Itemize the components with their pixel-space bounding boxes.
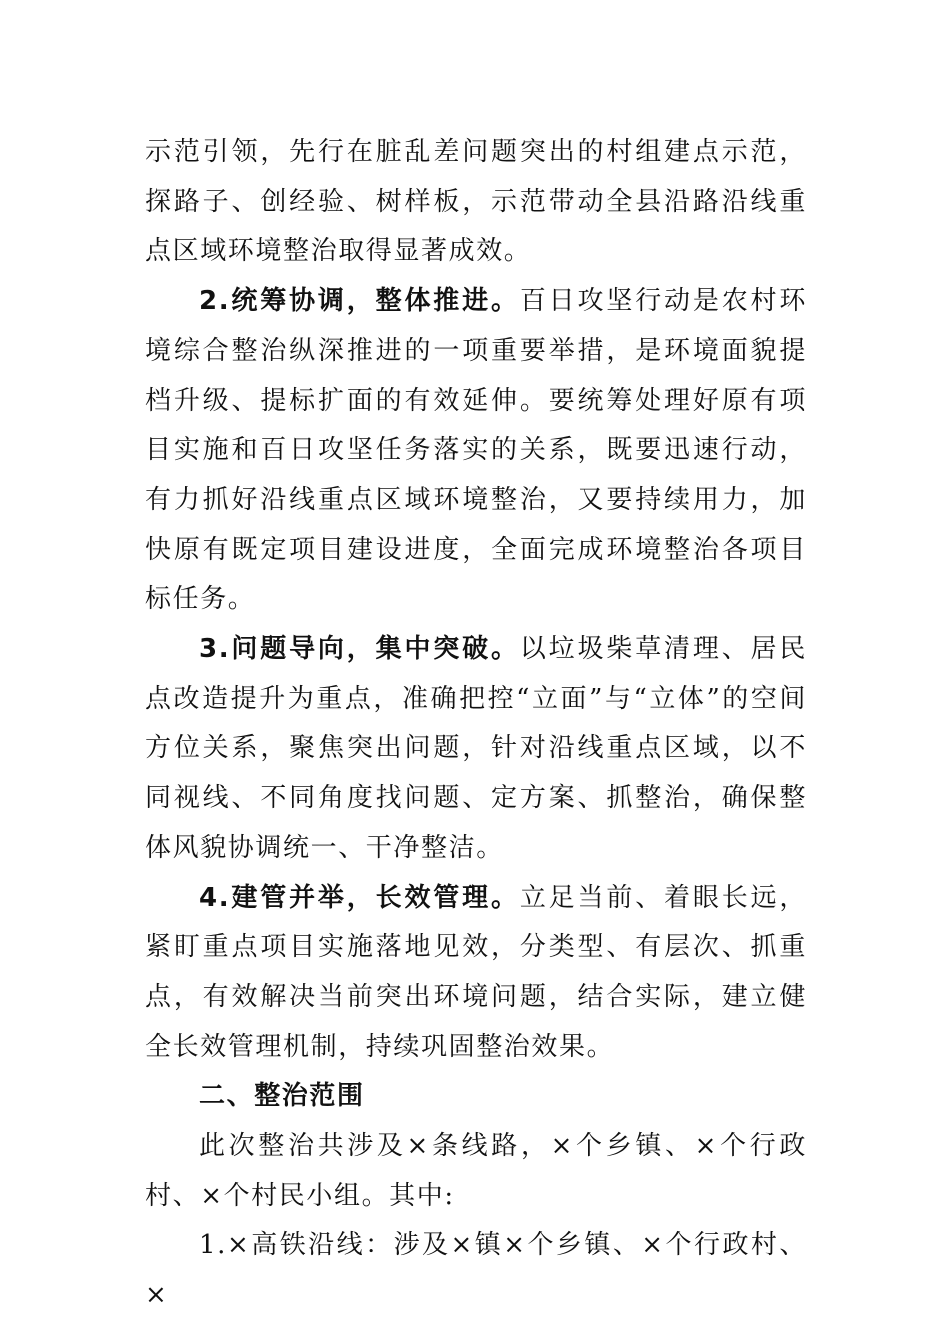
paragraph-item-4: [145, 874, 807, 1073]
item-heading-2: 2.统筹协调，整体推进。: [199, 286, 520, 317]
document-body: [145, 128, 807, 1321]
section-heading-scope: 二、整治范围: [199, 1081, 365, 1112]
item-heading-3: 3.问题导向，集中突破。: [199, 634, 520, 665]
item-heading-4: 4.建管并举，长效管理。: [199, 882, 520, 913]
paragraph-intro-continuation: 示范引领，先行在脏乱差问题突出的村组建点示范，探路子、创经验、树样板，示范带动全县沿路沿线重点区域环境整治取得显著成效。: [145, 137, 807, 267]
paragraph-item-2: [145, 277, 807, 625]
paragraph-scope-item-1: 1.×高铁沿线：涉及×镇×个乡镇、×个行政村、×: [145, 1230, 807, 1311]
item-body-2: 百日攻坚行动是农村环境综合整治纵深推进的一项重要举措，是环境面貌提档升级、提标扩面的有效延伸。要统筹处理好原有项目实施和百日攻坚任务落实的关系，既要迅速行动，有力抓好沿线重点区域环境整治，又要持续用力，加快原有既定项目建设进度，全面完成环境整治各项目标任务。: [145, 286, 807, 615]
item-body-4: 立足当前、着眼长远，紧盯重点项目实施落地见效，分类型、有层次、抓重点，有效解决当前突出环境问题，结合实际，建立健全长效管理机制，持续巩固整治效果。: [145, 882, 807, 1062]
item-body-3: 以垃圾柴草清理、居民点改造提升为重点，准确把控“立面”与“立体”的空间方位关系，聚焦突出问题，针对沿线重点区域，以不同视线、不同角度找问题、定方案、抓整治，确保整体风貌协调统一、干净整洁。: [145, 634, 807, 863]
paragraph-scope-summary: 此次整治共涉及×条线路，×个乡镇、×个行政村、×个村民小组。其中:: [145, 1131, 807, 1211]
paragraph-item-3: [145, 625, 807, 874]
